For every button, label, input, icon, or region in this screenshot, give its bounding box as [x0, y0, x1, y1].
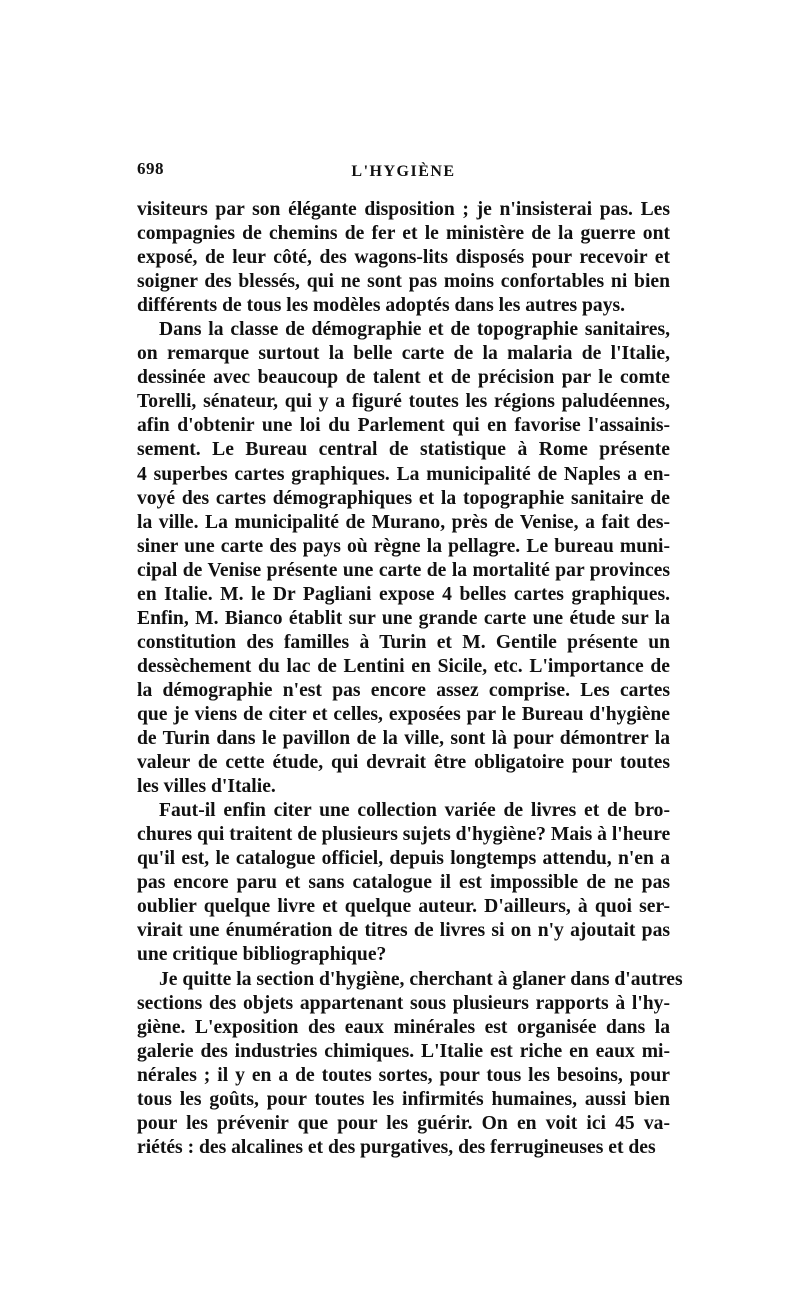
text-line: qu'il est, le catalogue officiel, depuis longtemps attendu, n'en a: [137, 848, 670, 870]
page-body: [137, 198, 683, 1160]
running-title: L'HYGIÈNE: [351, 163, 456, 180]
text-line: voyé des cartes démographiques et la topographie sanitaire de: [137, 487, 670, 509]
text-line: constitution des familles à Turin et M. Gentile présente un: [137, 631, 670, 653]
text-line: chures qui traitent de plusieurs sujets d'hygiène? Mais à l'heure: [137, 824, 671, 846]
text-line: la démographie n'est pas encore assez comprise. Les cartes: [137, 679, 670, 701]
text-line: afin d'obtenir une loi du Parlement qui en favorise l'assainis-: [137, 415, 670, 437]
text-line: Enfin, M. Bianco établit sur une grande carte une étude sur la: [137, 607, 670, 629]
text-line: dessèchement du lac de Lentini en Sicile, etc. L'importance de: [137, 655, 670, 677]
text-line: Faut-il enfin citer une collection variée de livres et de bro-: [159, 800, 670, 822]
text-line: oublier quelque livre et quelque auteur. D'ailleurs, à quoi ser-: [137, 896, 670, 918]
text-line: siner une carte des pays où règne la pellagre. Le bureau muni-: [137, 535, 670, 557]
text-line: valeur de cette étude, qui devrait être obligatoire pour toutes: [137, 752, 670, 774]
paragraph: [137, 799, 670, 967]
text-line: 4 superbes cartes graphiques. La municipalité de Naples a en-: [137, 463, 670, 485]
text-line: de Turin dans le pavillon de la ville, sont là pour démontrer la: [137, 728, 670, 750]
text-line: la ville. La municipalité de Murano, près de Venise, a fait des-: [137, 511, 670, 533]
text-line: cipal de Venise présente une carte de la mortalité par provinces: [137, 559, 670, 581]
text-line: une critique bibliographique?: [137, 944, 387, 966]
text-line: Torelli, sénateur, qui y a figuré toutes les régions paludéennes,: [137, 391, 670, 413]
text-line: que je viens de citer et celles, exposées par le Bureau d'hygiène: [137, 703, 670, 725]
text-line: sections des objets appartenant sous plusieurs rapports à l'hy-: [137, 992, 670, 1014]
paragraph: [137, 968, 683, 1160]
text-line: visiteurs par son élégante disposition ; je n'insisterai pas. Les: [137, 199, 670, 220]
text-line: giène. L'exposition des eaux minérales est organisée dans la: [137, 1016, 670, 1038]
text-line: exposé, de leur côté, des wagons-lits disposés pour recevoir et: [137, 247, 670, 269]
text-line: on remarque surtout la belle carte de la malaria de l'Italie,: [137, 343, 670, 365]
page-header: [137, 159, 670, 189]
text-line: en Italie. M. le Dr Pagliani expose 4 belles cartes graphiques.: [137, 583, 670, 605]
text-line: soigner des blessés, qui ne sont pas moins confortables ni bien: [137, 271, 670, 293]
text-line: Dans la classe de démographie et de topographie sanitaires,: [159, 319, 670, 341]
text-line: tous les goûts, pour toutes les infirmités humaines, aussi bien: [137, 1088, 670, 1110]
paragraph: [137, 318, 670, 799]
text-line: virait une énumération de titres de livres si on n'y ajoutait pas: [137, 920, 670, 942]
text-line: compagnies de chemins de fer et le ministère de la guerre ont: [137, 223, 670, 245]
text-line: sement. Le Bureau central de statistique à Rome présente: [137, 439, 670, 461]
text-line: nérales ; il y en a de toutes sortes, pour tous les besoins, pour: [137, 1064, 670, 1086]
text-line: Je quitte la section d'hygiène, cherchant à glaner dans d'autres: [159, 968, 683, 990]
text-line: les villes d'Italie.: [137, 776, 276, 798]
text-line: riétés : des alcalines et des purgatives, des ferrugineuses et des: [137, 1136, 656, 1158]
text-line: dessinée avec beaucoup de talent et de précision par le comte: [137, 367, 670, 389]
text-line: pas encore paru et sans catalogue il est impossible de ne pas: [137, 872, 670, 894]
text-line: pour les prévenir que pour les guérir. On en voit ici 45 va-: [137, 1112, 670, 1134]
page-number: 698: [137, 159, 164, 178]
text-line: galerie des industries chimiques. L'Italie est riche en eaux mi-: [137, 1040, 670, 1062]
paragraph: [137, 198, 670, 318]
text-line: différents de tous les modèles adoptés dans les autres pays.: [137, 295, 626, 317]
